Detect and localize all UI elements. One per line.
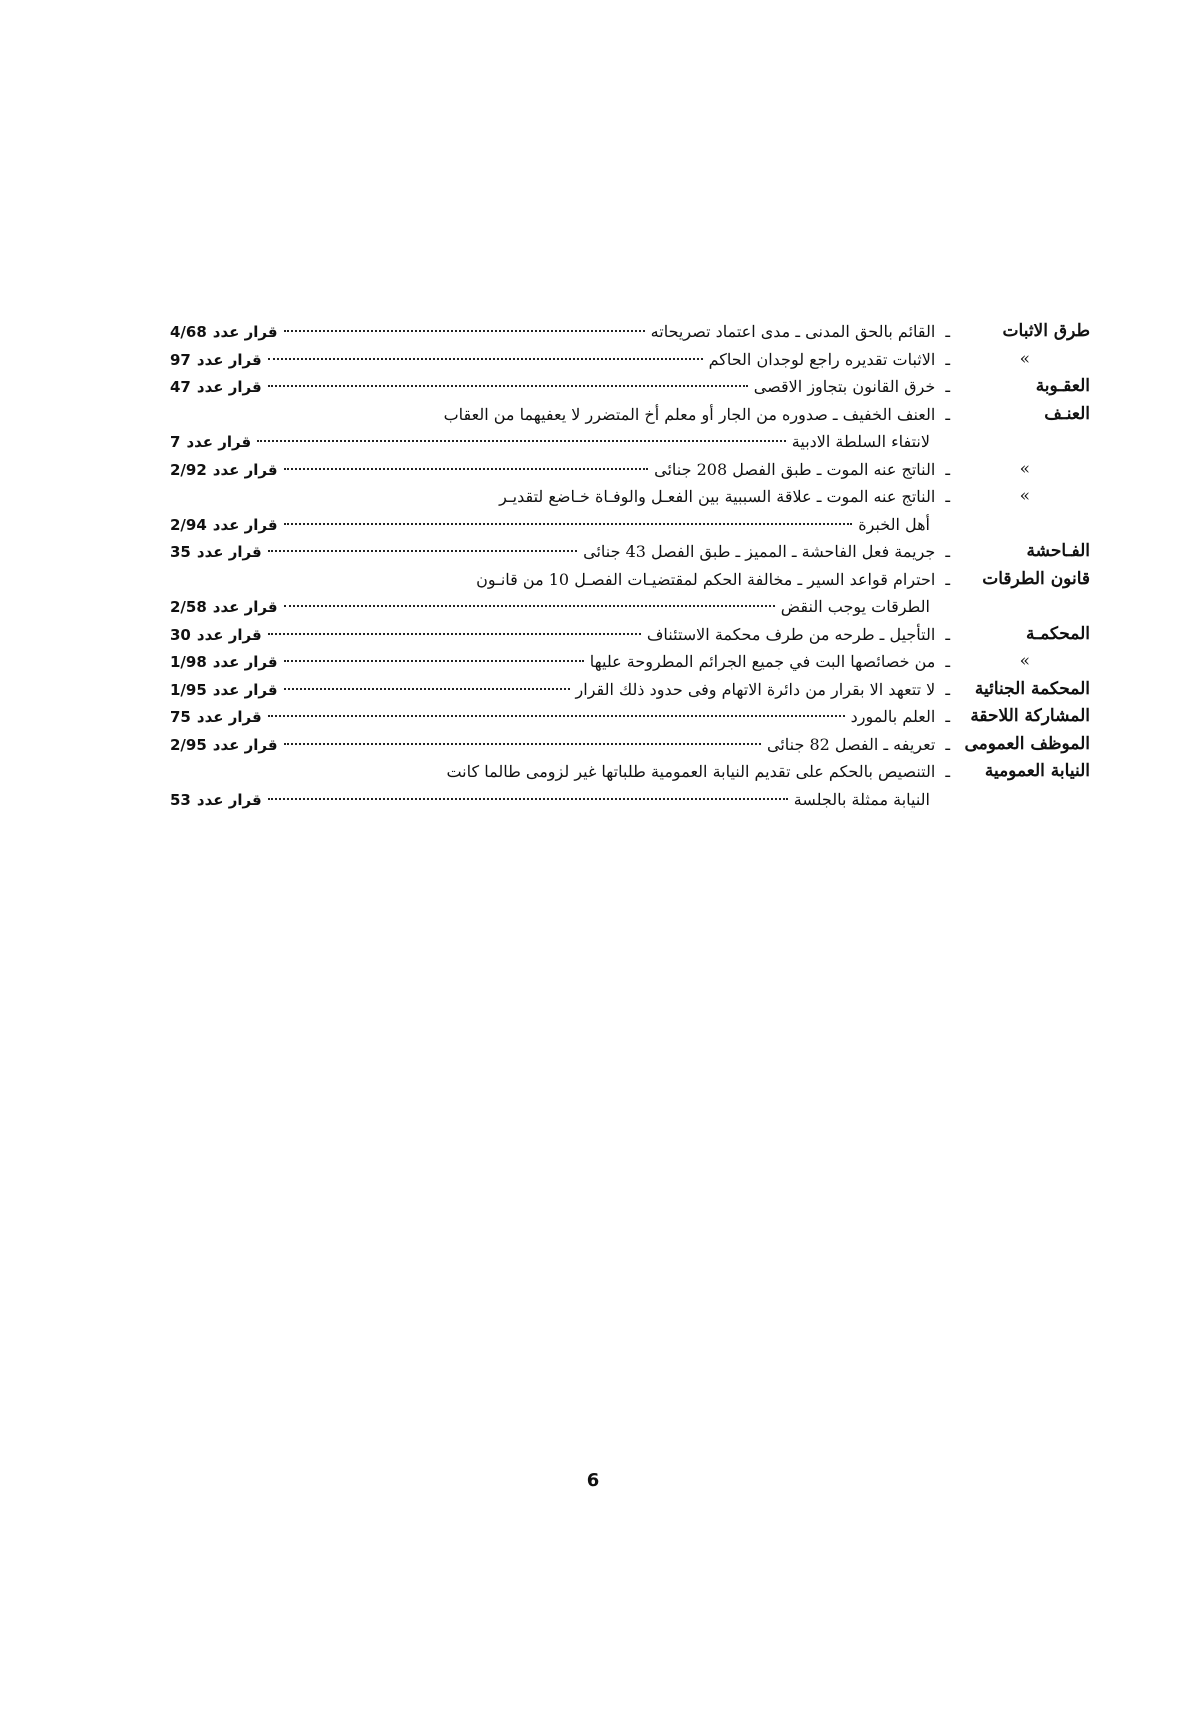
entry-content — [170, 566, 950, 594]
index-term: العنـف — [1044, 403, 1090, 424]
dot-leader — [268, 633, 641, 635]
dot-leader — [284, 523, 853, 525]
decision-number: 1/95 — [170, 680, 207, 699]
index-entry — [170, 401, 1090, 429]
entry-description: الطرقات يوجب النقض — [780, 597, 930, 616]
dot-leader — [268, 385, 748, 387]
index-term: الموظف العمومى — [964, 733, 1090, 754]
entry-content — [170, 621, 950, 650]
entry-description: الاثبات تقديره راجع لوجدان الحاكم — [708, 349, 936, 369]
decision-label: قرار عدد — [212, 735, 278, 754]
decision-label: قرار عدد — [212, 515, 278, 534]
entry-content — [170, 786, 950, 815]
decision-number: 75 — [170, 708, 191, 726]
index-entry — [170, 346, 1090, 374]
entry-dash: ـ — [945, 762, 950, 781]
decision-number: 53 — [170, 790, 191, 809]
entry-description: خرق القانون بتجاوز الاقصى — [753, 377, 936, 396]
entry-dash: ـ — [945, 487, 950, 506]
decision-reference — [170, 677, 278, 705]
entry-dash: ـ — [945, 569, 950, 589]
entry-content — [170, 676, 950, 705]
entry-content — [170, 318, 950, 347]
decision-label: قرار عدد — [196, 625, 262, 644]
decision-label: قرار عدد — [196, 350, 262, 369]
index-entry — [170, 373, 1090, 401]
decision-reference — [170, 594, 278, 622]
index-term: النيابة العمومية — [984, 761, 1090, 781]
decision-reference — [170, 622, 262, 650]
entry-dash: ـ — [945, 377, 950, 396]
decision-label: قرار عدد — [212, 598, 278, 616]
decision-label: قرار عدد — [196, 378, 262, 396]
entry-content — [170, 648, 950, 677]
decision-number: 2/92 — [170, 460, 207, 479]
entry-dash: ـ — [945, 459, 950, 479]
index-entry — [170, 593, 1090, 621]
ditto-mark: » — [1019, 348, 1030, 369]
decision-reference — [170, 319, 278, 347]
index-entry — [170, 758, 1090, 786]
entry-dash: ـ — [945, 707, 950, 726]
index-entry — [170, 456, 1090, 484]
index-term: العقـوبة — [1035, 376, 1090, 396]
index-entry — [170, 731, 1090, 759]
decision-label: قرار عدد — [186, 433, 252, 451]
decision-reference — [170, 429, 251, 457]
decision-number: 7 — [170, 433, 181, 451]
entry-description: التأجيل ـ طرحه من طرف محكمة الاستئناف — [646, 624, 936, 644]
decision-reference — [170, 649, 278, 677]
entry-dash: ـ — [945, 322, 950, 341]
entry-description: لانتفاء السلطة الادبية — [791, 432, 930, 451]
index-entry — [170, 703, 1090, 731]
decision-label: قرار عدد — [196, 790, 262, 809]
decision-number: 97 — [170, 350, 191, 369]
entry-content — [170, 538, 950, 567]
ditto-mark: » — [1019, 486, 1030, 506]
ditto-mark: » — [1019, 651, 1030, 671]
decision-number: 1/98 — [170, 653, 207, 671]
decision-reference — [170, 374, 262, 402]
entry-dash: ـ — [945, 349, 950, 369]
entry-dash: ـ — [945, 734, 950, 754]
entry-dash: ـ — [945, 652, 950, 671]
decision-reference — [170, 457, 278, 485]
decision-number: 2/95 — [170, 735, 207, 754]
entry-content — [170, 593, 950, 622]
dot-leader — [268, 358, 703, 360]
index-entry — [170, 428, 1090, 456]
entry-dash: ـ — [945, 679, 950, 699]
page-number: 6 — [586, 1470, 600, 1491]
entry-description: من خصائصها البت في جميع الجرائم المطروحة عليها — [589, 652, 936, 671]
entry-content — [170, 758, 950, 786]
entry-description: تعريفه ـ الفصل 82 جنائى — [767, 734, 936, 754]
decision-number: 2/58 — [170, 598, 207, 616]
decision-reference — [170, 732, 278, 760]
index-term: طرق الاثبات — [1002, 321, 1090, 341]
decision-label: قرار عدد — [212, 680, 278, 699]
index-term: المحكمـة — [1025, 623, 1090, 644]
decision-number: 2/94 — [170, 515, 207, 534]
index-entry — [170, 483, 1090, 511]
index-entry — [170, 511, 1090, 539]
entry-description: التنصيص بالحكم على تقديم النيابة العمومية طلباتها غير لزومى طالما كانت — [446, 762, 936, 781]
dot-leader — [284, 660, 584, 662]
entry-description: العلم بالمورد — [850, 707, 936, 726]
dot-leader — [257, 440, 786, 442]
entry-content — [170, 703, 950, 732]
entry-description: القائم بالحق المدنى ـ مدى اعتماد تصريحاته — [650, 322, 936, 341]
decision-reference — [170, 704, 262, 732]
index-entry — [170, 538, 1090, 566]
index-term: قانون الطرقات — [982, 568, 1090, 589]
entry-description: الناتج عنه الموت ـ طبق الفصل 208 جنائى — [654, 459, 936, 479]
entry-description: أهل الخبرة — [858, 514, 930, 534]
decision-number: 47 — [170, 378, 191, 396]
index-entry — [170, 621, 1090, 649]
entry-content — [170, 731, 950, 760]
index-entry — [170, 786, 1090, 814]
dot-leader — [284, 688, 570, 690]
entry-description: لا تتعهد الا بقرار من دائرة الاتهام وفى حدود ذلك القرار — [575, 679, 936, 699]
entry-description: جريمة فعل الفاحشة ـ المميز ـ طبق الفصل 43 جنائى — [583, 542, 936, 561]
entry-description: العنف الخفيف ـ صدوره من الجار أو معلم أخ المتضرر لا يعفيهما من العقاب — [443, 404, 936, 424]
index-entry — [170, 648, 1090, 676]
dot-leader — [284, 605, 775, 607]
decision-label: قرار عدد — [212, 460, 278, 479]
decision-reference — [170, 539, 262, 567]
decision-reference — [170, 347, 262, 375]
entry-dash: ـ — [945, 542, 950, 561]
index-entry — [170, 676, 1090, 704]
decision-reference — [170, 787, 262, 815]
entry-content — [170, 401, 950, 429]
decision-reference — [170, 512, 278, 540]
legal-index — [170, 318, 1090, 813]
entry-content — [170, 456, 950, 485]
dot-leader — [268, 550, 577, 552]
entry-content — [170, 428, 950, 457]
index-entry — [170, 566, 1090, 594]
dot-leader — [284, 330, 645, 332]
entry-content — [170, 346, 950, 375]
index-entry — [170, 318, 1090, 346]
dot-leader — [284, 743, 761, 745]
decision-number: 30 — [170, 625, 191, 644]
index-term: المحكمة الجنائية — [974, 678, 1090, 699]
entry-dash: ـ — [945, 624, 950, 644]
decision-label: قرار عدد — [196, 543, 262, 561]
index-term: الفـاحشة — [1026, 541, 1090, 561]
dot-leader — [268, 798, 788, 800]
entry-content — [170, 373, 950, 402]
entry-dash: ـ — [945, 404, 950, 424]
entry-description: النيابة ممثلة بالجلسة — [793, 789, 930, 809]
decision-label: قرار عدد — [196, 708, 262, 726]
dot-leader — [284, 468, 649, 470]
entry-content — [170, 511, 950, 540]
dot-leader — [268, 715, 845, 717]
decision-number: 4/68 — [170, 323, 207, 341]
entry-description: احترام قواعد السير ـ مخالفة الحكم لمقتضيـات الفصـل 10 من قانـون — [476, 569, 936, 589]
decision-number: 35 — [170, 543, 191, 561]
decision-label: قرار عدد — [212, 653, 278, 671]
ditto-mark: » — [1019, 458, 1030, 479]
index-term: المشاركة اللاحقة — [970, 706, 1090, 726]
decision-label: قرار عدد — [212, 323, 278, 341]
entry-content — [170, 483, 950, 511]
entry-description: الناتج عنه الموت ـ علاقة السببية بين الفعـل والوفـاة خـاضع لتقديـر — [499, 487, 936, 506]
